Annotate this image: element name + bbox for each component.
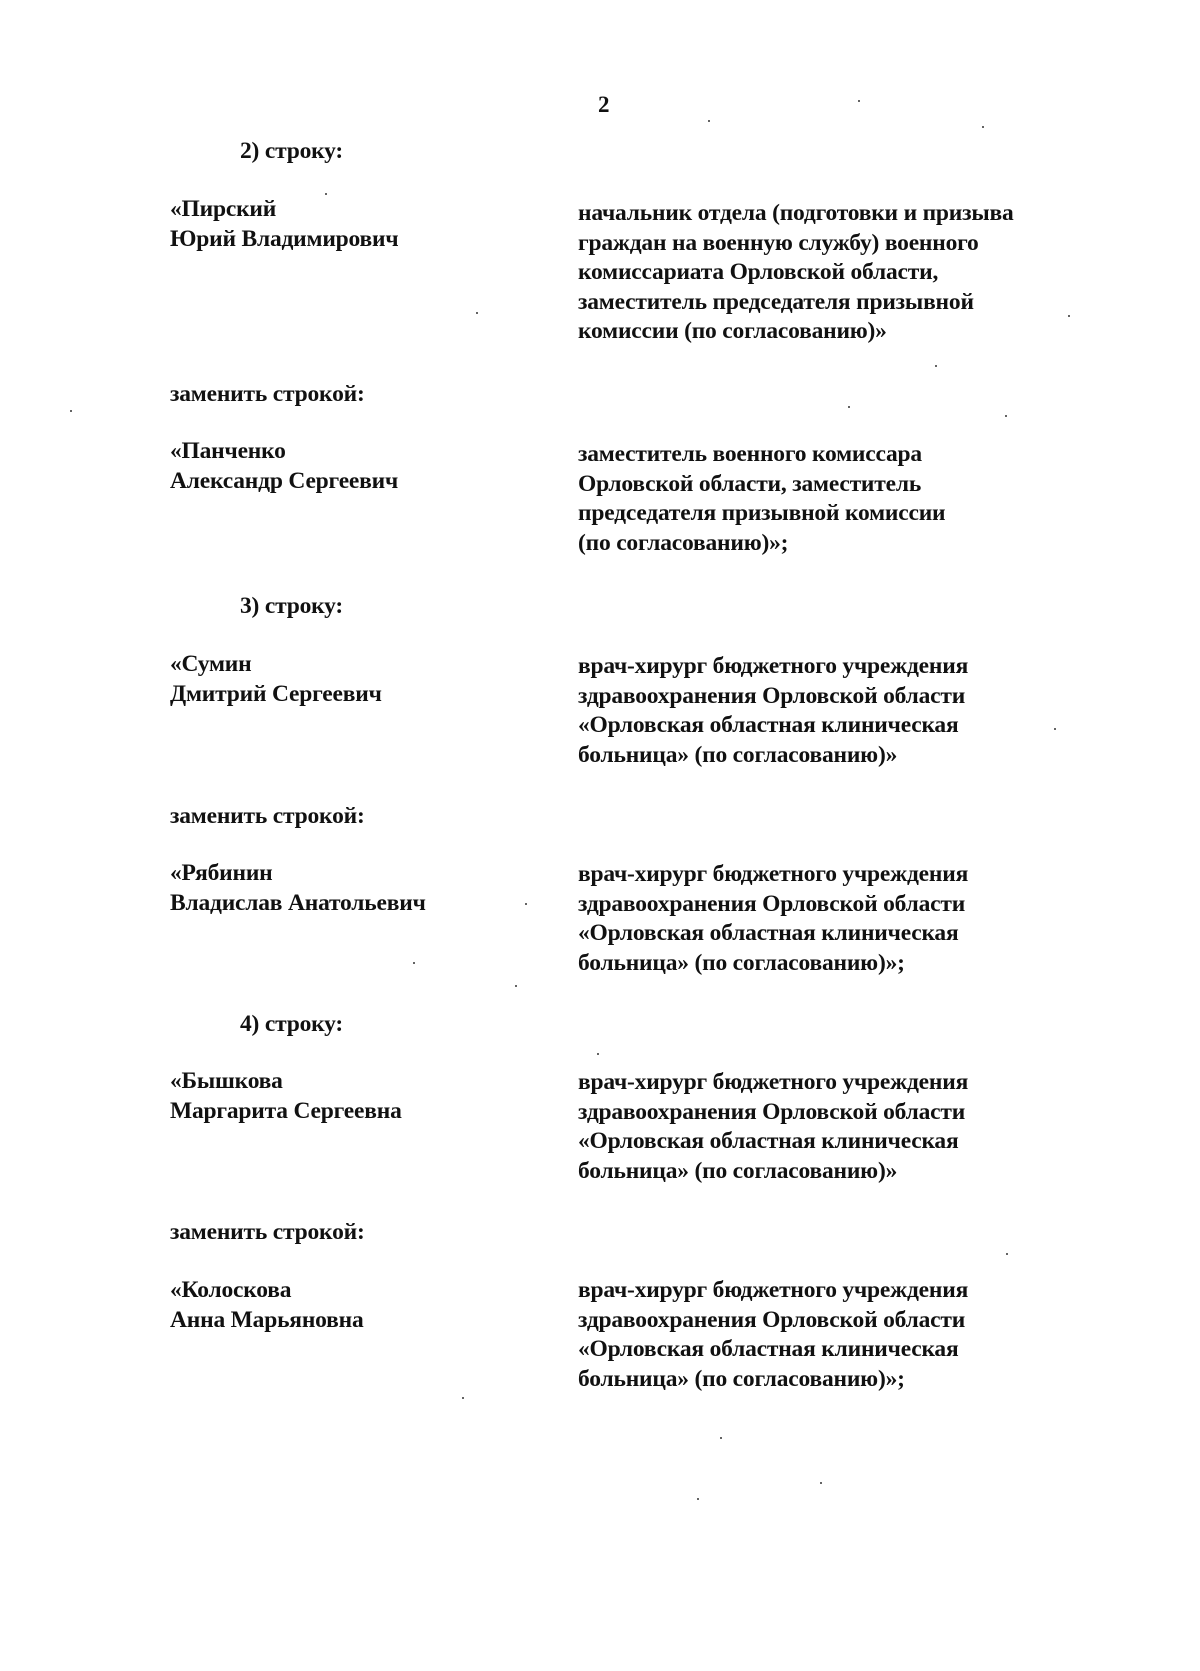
old-person-name <box>170 1067 530 1126</box>
name-line: Юрий Владимирович <box>170 225 399 252</box>
role-line: граждан на военную службу) военного <box>578 229 979 256</box>
scan-speck <box>525 903 527 905</box>
role-line: (по согласованию)»; <box>578 529 789 556</box>
item-heading: 3) строку: <box>240 593 344 619</box>
scan-speck <box>515 985 517 987</box>
role-line: заместитель военного комиссара <box>578 441 922 467</box>
scan-speck <box>325 193 327 195</box>
new-person-name <box>170 437 530 496</box>
old-person-role <box>578 199 1048 347</box>
new-person-name <box>170 859 530 918</box>
name-line: «Панченко <box>170 438 286 464</box>
scan-speck <box>1054 728 1056 730</box>
role-line: врач-хирург бюджетного учреждения <box>578 1069 969 1095</box>
scan-speck <box>708 120 710 122</box>
role-line: больница» (по согласованию)»; <box>578 1365 905 1392</box>
name-line: Владислав Анатольевич <box>170 889 426 916</box>
scan-speck <box>1005 415 1007 417</box>
name-line: «Рябинин <box>170 860 273 886</box>
role-line: здравоохранения Орловской области <box>578 890 966 917</box>
role-line: председателя призывной комиссии <box>578 500 946 526</box>
scan-speck <box>982 126 984 128</box>
role-line: «Орловская областная клиническая <box>578 712 959 738</box>
role-line: комиссии (по согласованию)» <box>578 318 887 344</box>
role-line: Орловской области, заместитель <box>578 470 922 497</box>
role-line: здравоохранения Орловской области <box>578 1306 966 1333</box>
new-person-name <box>170 1276 530 1335</box>
new-person-role <box>578 860 1048 978</box>
replace-label: заменить строкой: <box>170 1219 365 1245</box>
scan-speck <box>1006 1253 1008 1255</box>
role-line: «Орловская областная клиническая <box>578 920 959 946</box>
new-person-role <box>578 440 1048 558</box>
scan-speck <box>597 1053 599 1055</box>
role-line: больница» (по согласованию)»; <box>578 949 905 976</box>
role-line: больница» (по согласованию)» <box>578 741 898 768</box>
scan-speck <box>820 1482 822 1484</box>
name-line: «Колоскова <box>170 1277 292 1303</box>
name-line: Анна Марьяновна <box>170 1306 364 1333</box>
old-person-role <box>578 652 1048 770</box>
scan-speck <box>1068 315 1070 317</box>
scan-speck <box>848 406 850 408</box>
new-person-role <box>578 1276 1048 1394</box>
role-line: «Орловская областная клиническая <box>578 1336 959 1362</box>
role-line: начальник отдела (подготовки и призыва <box>578 200 1014 226</box>
old-person-role <box>578 1068 1048 1186</box>
scan-speck <box>720 1437 722 1439</box>
name-line: Александр Сергеевич <box>170 467 399 494</box>
replace-label: заменить строкой: <box>170 381 365 407</box>
name-line: «Пирский <box>170 196 277 222</box>
scan-speck <box>935 365 937 367</box>
role-line: комиссариата Орловской области, <box>578 259 939 285</box>
role-line: здравоохранения Орловской области <box>578 682 966 709</box>
name-line: «Бышкова <box>170 1068 283 1094</box>
scan-speck <box>70 410 72 412</box>
replace-label: заменить строкой: <box>170 803 365 829</box>
role-line: заместитель председателя призывной <box>578 288 974 315</box>
scan-speck <box>858 100 860 102</box>
role-line: больница» (по согласованию)» <box>578 1157 898 1184</box>
item-heading: 4) строку: <box>240 1011 344 1037</box>
old-person-name <box>170 650 530 709</box>
scan-speck <box>413 962 415 964</box>
scan-speck <box>476 312 478 314</box>
role-line: врач-хирург бюджетного учреждения <box>578 1277 969 1303</box>
name-line: «Сумин <box>170 651 252 677</box>
role-line: «Орловская областная клиническая <box>578 1128 959 1154</box>
scan-speck <box>462 1397 464 1399</box>
name-line: Маргарита Сергеевна <box>170 1097 402 1124</box>
page-number: 2 <box>598 92 610 117</box>
role-line: врач-хирург бюджетного учреждения <box>578 861 969 887</box>
item-heading: 2) строку: <box>240 138 344 164</box>
old-person-name <box>170 195 530 254</box>
role-line: врач-хирург бюджетного учреждения <box>578 653 969 679</box>
scan-speck <box>697 1498 699 1500</box>
role-line: здравоохранения Орловской области <box>578 1098 966 1125</box>
name-line: Дмитрий Сергеевич <box>170 680 382 707</box>
